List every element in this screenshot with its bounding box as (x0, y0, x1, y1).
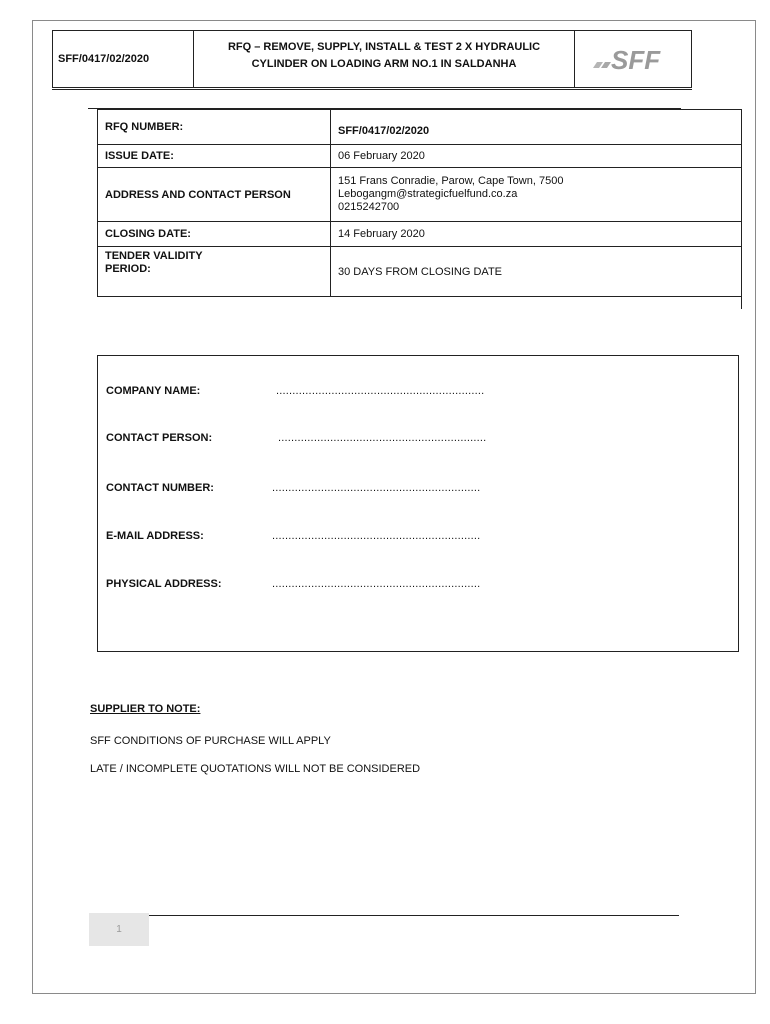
logo-text: SFF (611, 45, 661, 74)
contact-email: Lebogangm@strategicfuelfund.co.za (338, 188, 518, 200)
table-row (98, 110, 742, 145)
issue-date-label: ISSUE DATE: (98, 145, 331, 168)
supplier-note-line: LATE / INCOMPLETE QUOTATIONS WILL NOT BE CONSIDERED (90, 763, 421, 775)
table-row (98, 247, 742, 297)
table-right-rule (741, 109, 742, 309)
header-title (193, 30, 575, 88)
rfq-details-table (97, 109, 742, 297)
contact-person-label: CONTACT PERSON: (106, 432, 213, 444)
closing-date-label: CLOSING DATE: (98, 222, 331, 247)
physical-address-label: PHYSICAL ADDRESS: (106, 578, 222, 590)
supplier-note-line: SFF CONDITIONS OF PURCHASE WILL APPLY (90, 735, 331, 747)
contact-number-field[interactable]: ................................................................ (272, 482, 481, 494)
header-title-line2: CYLINDER ON LOADING ARM NO.1 IN SALDANHA (251, 58, 517, 70)
sff-logo-icon (591, 44, 675, 74)
tender-validity-value: 30 DAYS FROM CLOSING DATE (331, 247, 742, 297)
contact-person-field[interactable]: ................................................................ (278, 432, 487, 444)
email-address-label: E-MAIL ADDRESS: (106, 530, 204, 542)
tender-validity-label (98, 247, 331, 297)
physical-address-field[interactable]: ................................................................ (272, 578, 481, 590)
header-reference: SFF/0417/02/2020 (52, 30, 194, 88)
header-rule (52, 89, 692, 90)
footer-rule (149, 915, 679, 916)
page-number: 1 (89, 913, 149, 946)
contact-phone: 0215242700 (338, 201, 400, 213)
header-title-line1: RFQ – REMOVE, SUPPLY, INSTALL & TEST 2 X HYDRAULIC (227, 41, 541, 53)
email-address-field[interactable]: ................................................................ (272, 530, 481, 542)
rfq-number-value: SFF/0417/02/2020 (331, 110, 742, 145)
table-row (98, 222, 742, 247)
address-contact-label: ADDRESS AND CONTACT PERSON (98, 168, 331, 222)
table-row (98, 145, 742, 168)
issue-date-value: 06 February 2020 (331, 145, 742, 168)
rfq-number-label: RFQ NUMBER: (98, 110, 331, 145)
company-name-field[interactable]: ................................................................ (276, 385, 485, 397)
sff-logo (574, 30, 692, 88)
contact-number-label: CONTACT NUMBER: (106, 482, 214, 494)
supplier-note-title: SUPPLIER TO NOTE: (90, 703, 201, 715)
closing-date-value: 14 February 2020 (331, 222, 742, 247)
address-line: 151 Frans Conradie, Parow, Cape Town, 7500 (338, 175, 564, 187)
tender-validity-label-line2: PERIOD: (105, 263, 151, 275)
address-contact-value (331, 168, 742, 222)
company-details-form (97, 355, 739, 652)
tender-validity-label-line1: TENDER VALIDITY (105, 250, 203, 262)
company-name-label: COMPANY NAME: (106, 385, 201, 397)
table-row (98, 168, 742, 222)
